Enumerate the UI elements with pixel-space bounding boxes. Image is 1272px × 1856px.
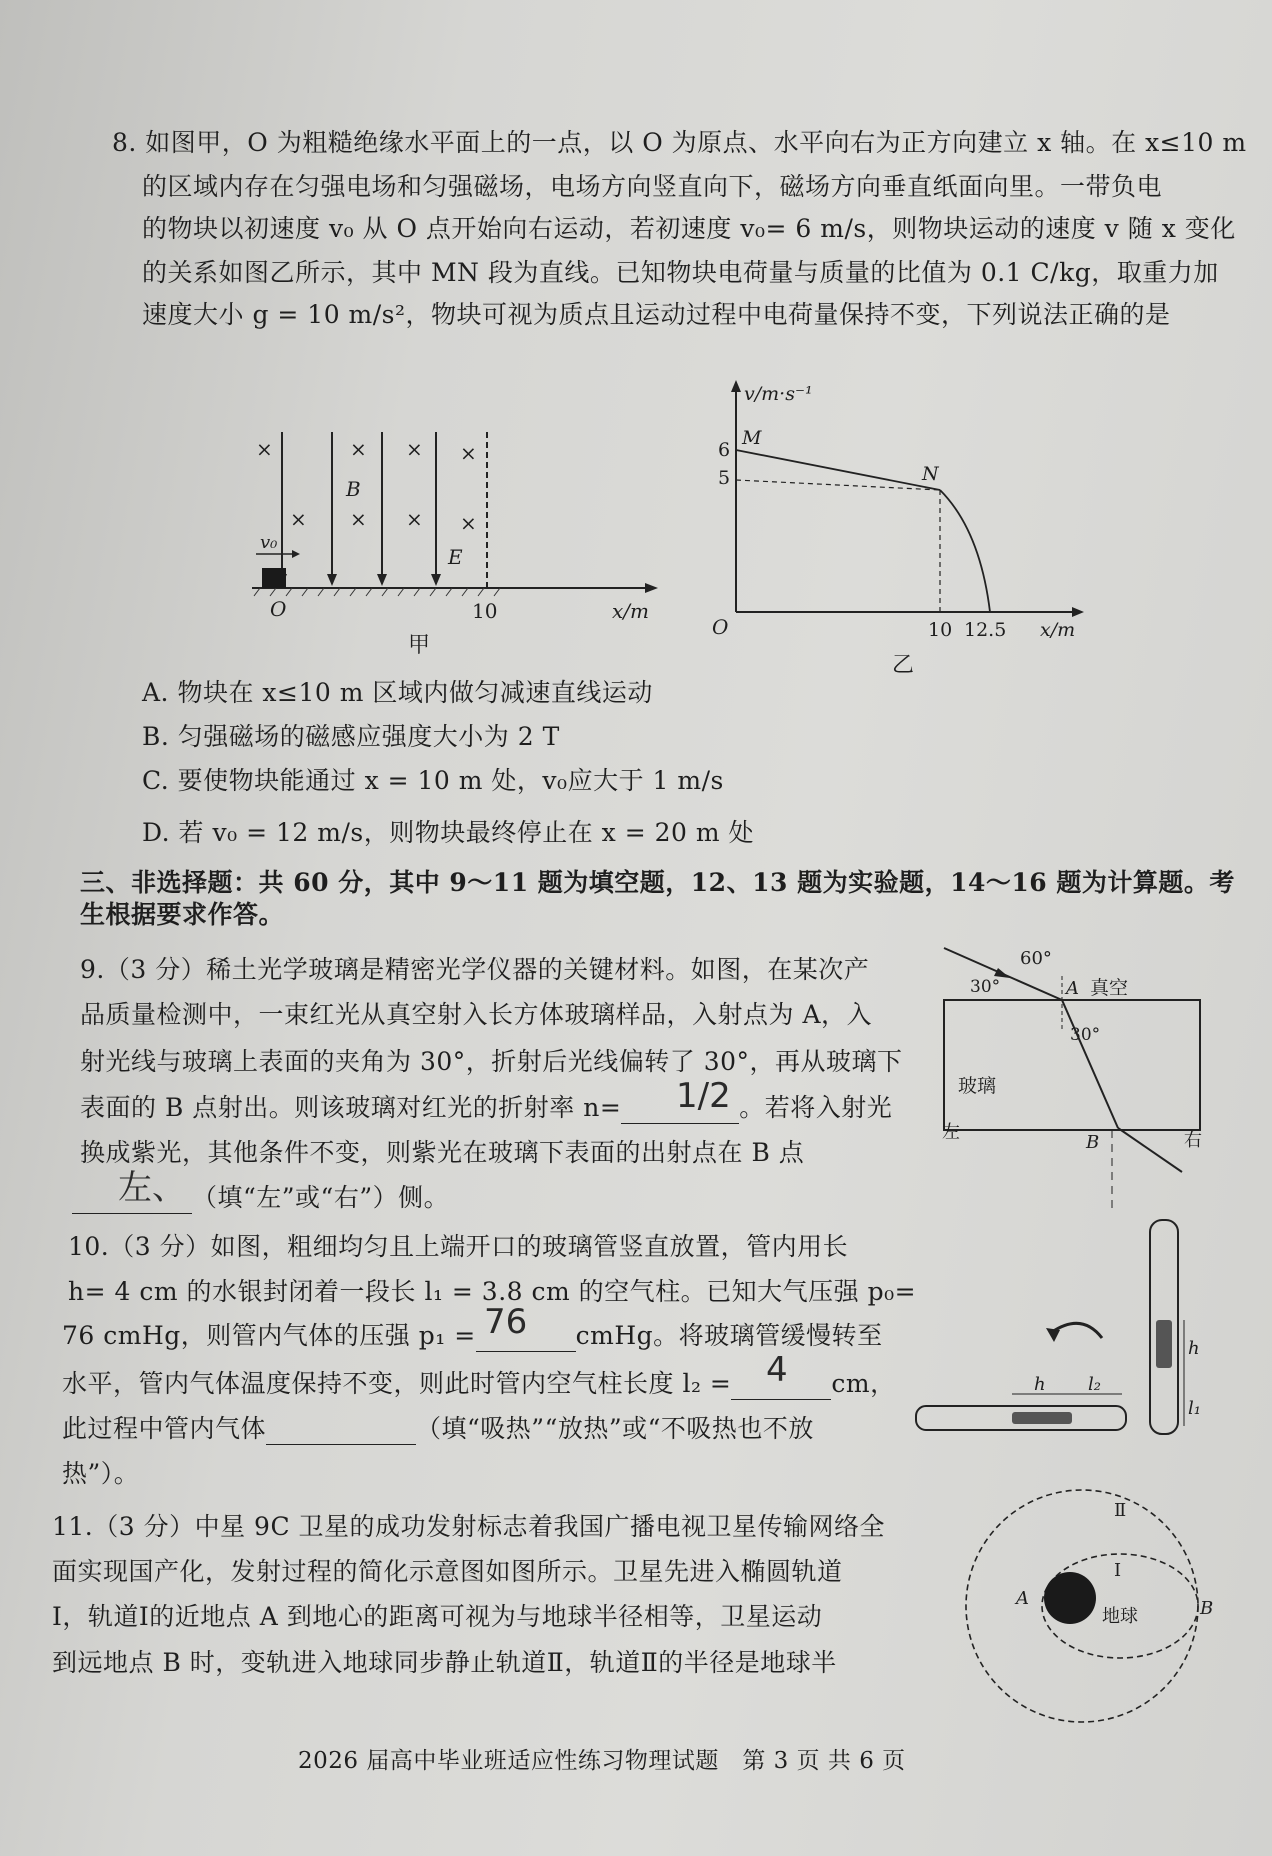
earth (1044, 1572, 1096, 1624)
label-l2: l₂ (1088, 1374, 1101, 1395)
q8-line-1: 8. 如图甲，O 为粗糙绝缘水平面上的一点，以 O 为原点、水平向右为正方向建立 x 轴。在 x≤10 m (112, 128, 1247, 157)
vacuum-label: 真空 (1090, 977, 1129, 999)
q8-line-4: 的关系如图乙所示，其中 MN 段为直线。已知物块电荷量与质量的比值为 0.1 C/kg，取重力加 (142, 258, 1219, 287)
q9-line-6: （填“左”或“右”）侧。 (72, 1183, 449, 1214)
y-tick-5: 5 (718, 467, 731, 489)
q10-line-2: h= 4 cm 的水银封闭着一段长 l₁ = 3.8 cm 的空气柱。已知大气压强 p₀= (68, 1277, 917, 1306)
section3-heading: 三、非选择题：共 60 分，其中 9～11 题为填空题，12、13 题为实验题，14～16 题为计算题。考 (80, 868, 1235, 897)
origin-label: O (270, 597, 287, 621)
q11-line-1: 11.（3 分）中星 9C 卫星的成功发射标志着我国广播电视卫星传输网络全 (52, 1512, 886, 1541)
orbit-2-label: Ⅱ (1114, 1500, 1127, 1521)
x-axis-label-b: x/m (1040, 619, 1076, 641)
origin-label-b: O (712, 615, 729, 639)
orbit-1-label: Ⅰ (1114, 1560, 1122, 1581)
v0-label: v₀ (260, 532, 278, 553)
handwritten-60: 60° (1020, 948, 1052, 969)
svg-text:×: × (290, 507, 307, 531)
q8-option-c: C. 要使物块能通过 x = 10 m 处，v₀应大于 1 m/s (142, 766, 724, 795)
q8-option-a: A. 物块在 x≤10 m 区域内做匀减速直线运动 (142, 678, 653, 707)
q9-line-5: 换成紫光，其他条件不变，则紫光在玻璃下表面的出射点在 B 点 (80, 1138, 805, 1167)
block (262, 568, 286, 588)
axis-label: x/m (612, 599, 649, 623)
q10-line-1: 10.（3 分）如图，粗细均匀且上端开口的玻璃管竖直放置，管内用长 (68, 1232, 849, 1261)
x-tick-12-5: 12.5 (964, 619, 1007, 641)
q11-line-4: 到远地点 B 时，变轨进入地球同步静止轨道Ⅱ，轨道Ⅱ的半径是地球半 (52, 1648, 837, 1677)
q9-line-4: 表面的 B 点射出。则该玻璃对红光的折射率 n= 。若将入射光 (80, 1093, 893, 1122)
x-tick-10: 10 (928, 619, 953, 641)
angle-30-refr: 30° (1070, 1025, 1101, 1045)
q10-answer-l2: 4 (766, 1350, 788, 1390)
svg-text:×: × (350, 507, 367, 531)
q9-answer-n: 1/2 (676, 1076, 731, 1116)
earth-label: 地球 (1102, 1606, 1138, 1627)
field-e-label: E (448, 545, 463, 569)
field-b-label: B (346, 477, 361, 501)
q8-line-3: 的物块以初速度 v₀ 从 O 点开始向右运动，若初速度 v₀= 6 m/s，则物块运动的速度 v 随 x 变化 (142, 214, 1236, 243)
mercury-horizontal (1012, 1412, 1072, 1424)
glass-label: 玻璃 (958, 1075, 997, 1097)
q8-line-2: 的区域内存在匀强电场和匀强磁场，电场方向竖直向下，磁场方向垂直纸面向里。一带负电 (142, 172, 1163, 201)
point-b-11: B (1200, 1598, 1214, 1619)
q11-line-2: 面实现国产化，发射过程的简化示意图如图所示。卫星先进入椭圆轨道 (52, 1557, 843, 1586)
point-a: A (1066, 978, 1079, 999)
point-n: N (922, 463, 939, 485)
svg-text:×: × (350, 437, 367, 461)
mercury-vertical (1156, 1320, 1172, 1368)
label-l1: l₁ (1188, 1398, 1201, 1419)
q10-figure (912, 1212, 1242, 1442)
q8-line-5: 速度大小 g = 10 m/s²，物块可视为质点且运动过程中电荷量保持不变，下列说法正确的是 (142, 300, 1171, 329)
svg-text:×: × (256, 437, 273, 461)
svg-text:×: × (460, 441, 477, 465)
q10-answer-p1: 76 (484, 1302, 528, 1342)
point-a-11: A (1016, 1588, 1029, 1609)
tick-10: 10 (472, 599, 498, 623)
caption-b: 乙 (892, 653, 915, 678)
svg-text:×: × (460, 511, 477, 535)
q9-line-3: 射光线与玻璃上表面的夹角为 30°，折射后光线偏转了 30°，再从玻璃下 (80, 1047, 903, 1076)
q8-figure-b (712, 380, 1092, 680)
q10-line-6: 热”）。 (62, 1459, 140, 1488)
point-b: B (1086, 1132, 1100, 1153)
label-h-vertical: h (1188, 1338, 1200, 1359)
q9-answer-side: 左、 (118, 1168, 186, 1208)
caption-a: 甲 (408, 633, 431, 658)
q8-figure-a (240, 420, 660, 660)
q9-line-1: 9.（3 分）稀土光学玻璃是精密光学仪器的关键材料。如图，在某次产 (80, 955, 870, 984)
angle-30-top: 30° (970, 977, 1001, 997)
y-tick-6: 6 (718, 439, 731, 461)
point-m: M (742, 427, 762, 449)
section3-heading-cont: 生根据要求作答。 (80, 900, 285, 929)
right-label: 右 (1184, 1130, 1202, 1151)
page-footer: 2026 届高中毕业班适应性练习物理试题 第 3 页 共 6 页 (298, 1748, 906, 1774)
q11-figure (944, 1476, 1234, 1736)
left-label: 左 (942, 1122, 960, 1143)
q9-figure (930, 940, 1220, 1210)
y-axis-label: v/m·s⁻¹ (744, 383, 813, 405)
q11-line-3: Ⅰ，轨道Ⅰ的近地点 A 到地心的距离可视为与地球半径相等，卫星运动 (52, 1602, 823, 1631)
svg-text:×: × (406, 507, 423, 531)
q8-option-b: B. 匀强磁场的磁感应强度大小为 2 T (142, 722, 560, 751)
q9-line-2: 品质量检测中，一束红光从真空射入长方体玻璃样品，入射点为 A，入 (80, 1000, 873, 1029)
q10-line-3: 76 cmHg，则管内气体的压强 p₁ = cmHg。将玻璃管缓慢转至 (62, 1321, 883, 1350)
q10-line-5: 此过程中管内气体 （填“吸热”“放热”或“不吸热也不放 (62, 1414, 814, 1443)
label-h-horizontal: h (1034, 1374, 1046, 1395)
q10-blank-heat[interactable] (266, 1414, 416, 1445)
svg-text:×: × (406, 437, 423, 461)
q8-option-d: D. 若 v₀ = 12 m/s，则物块最终停止在 x = 20 m 处 (142, 818, 754, 847)
q10-line-4: 水平，管内气体温度保持不变，则此时管内空气柱长度 l₂ = cm， (62, 1369, 896, 1398)
